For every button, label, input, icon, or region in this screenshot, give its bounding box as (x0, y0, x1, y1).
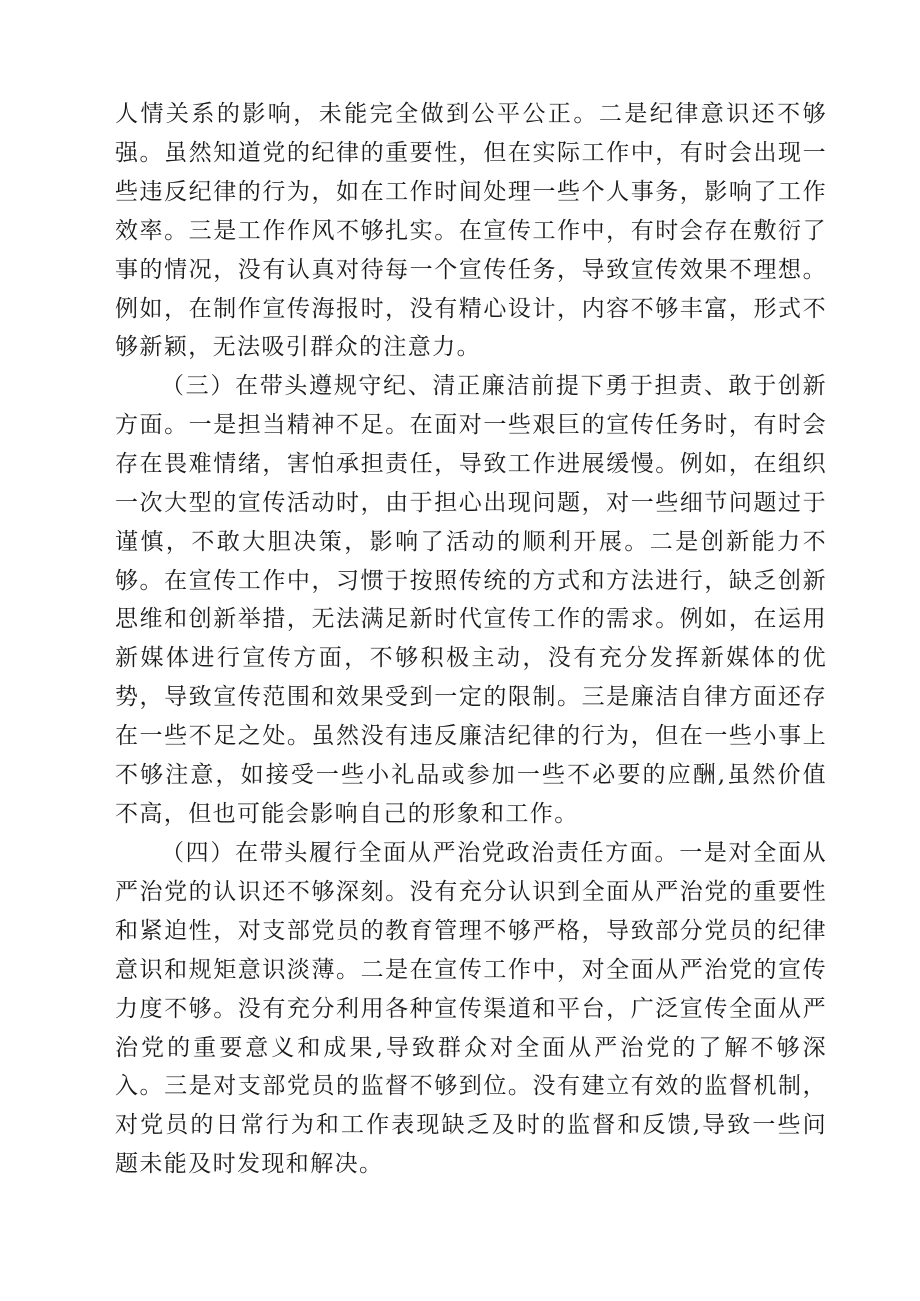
paragraph-3-text: （四）在带头履行全面从严治党政治责任方面。一是对全面从严治党的认识还不够深刻。没有充分认识到全面从严治党的重要性和紧迫性，对支部党员的教育管理不够严格，导致部分党员的纪律意识和规矩意识淡薄。二是在宣传工作中，对全面从严治党的宣传力度不够。没有充分利用各种宣传渠道和平台，广泛宣传全面从严治党的重要意义和成果,导致群众对全面从严治党的了解不够深入。三是对支部党员的监督不够到位。没有建立有效的监督机制，对党员的日常行为和工作表现缺乏及时的监督和反馈,导致一些问题未能及时发现和解决。 (115, 840, 827, 1178)
paragraph-1-text: 人情关系的影响，未能完全做到公平公正。二是纪律意识还不够强。虽然知道党的纪律的重要性，但在实际工作中，有时会出现一些违反纪律的行为，如在工作时间处理一些个人事务，影响了工作效率。三是工作作风不够扎实。在宣传工作中，有时会存在敷衍了事的情况，没有认真对待每一个宣传任务，导致宣传效果不理想。例如，在制作宣传海报时，没有精心设计，内容不够丰富，形式不够新颖，无法吸引群众的注意力。 (115, 101, 827, 361)
paragraph-2-text: （三）在带头遵规守纪、清正廉洁前提下勇于担责、敢于创新方面。一是担当精神不足。在面对一些艰巨的宣传任务时，有时会存在畏难情绪，害怕承担责任，导致工作进展缓慢。例如，在组织一次大型的宣传活动时，由于担心出现问题，对一些细节问题过于谨慎，不敢大胆决策，影响了活动的顺利开展。二是创新能力不够。在宣传工作中，习惯于按照传统的方式和方法进行，缺乏创新思维和创新举措，无法满足新时代宣传工作的需求。例如，在运用新媒体进行宣传方面，不够积极主动，没有充分发挥新媒体的优势，导致宣传范围和效果受到一定的限制。三是廉洁自律方面还存在一些不足之处。虽然没有违反廉洁纪律的行为，但在一些小事上不够注意，如接受一些小礼品或参加一些不必要的应酬,虽然价值不高，但也可能会影响自己的形象和工作。 (115, 373, 827, 827)
paragraph-section-3 (115, 367, 827, 834)
paragraph-continued (115, 95, 827, 367)
paragraph-section-4 (115, 834, 827, 1184)
